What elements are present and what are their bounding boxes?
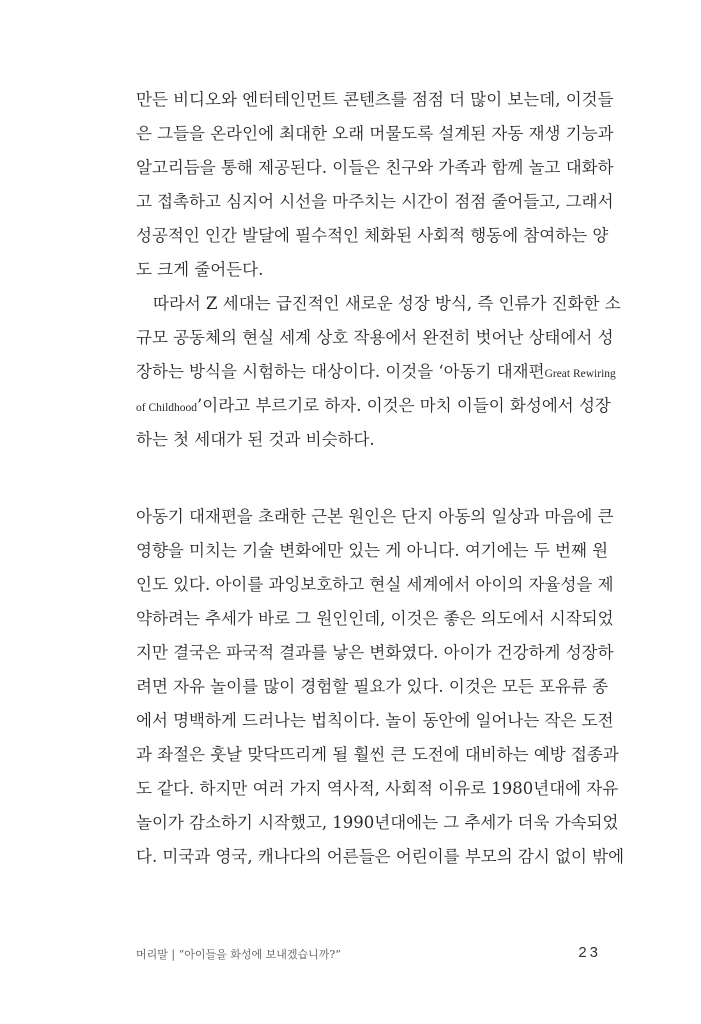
text-line: 약하려는 추세가 바로 그 원인인데, 이것은 좋은 의도에서 시작되었 [136, 609, 614, 628]
paragraph-1 [136, 86, 614, 290]
text-line: 고 접촉하고 심지어 시선을 마주치는 시간이 점점 줄어들고, 그래서 [136, 192, 614, 211]
section-gap [136, 460, 598, 503]
paragraph-2 [136, 290, 621, 460]
page-number: 23 [578, 944, 601, 961]
text-line: 따라서 Z 세대는 급진적인 새로운 성장 방식, 즉 인류가 진화한 소 [153, 294, 621, 313]
text-line: 영향을 미치는 기술 변화에만 있는 게 아니다. 여기에는 두 번째 원 [136, 541, 609, 560]
text-line: 규모 공동체의 현실 세계 상호 작용에서 완전히 벗어난 상태에서 성 [136, 328, 614, 347]
text-line: 놀이가 감소하기 시작했고, 1990년대에는 그 추세가 더욱 가속되었 [136, 813, 619, 832]
text-line: 도 크게 줄어든다. [136, 260, 264, 279]
body-text [136, 86, 625, 877]
text-line: 성공적인 인간 발달에 필수적인 체화된 사회적 행동에 참여하는 양 [136, 226, 609, 245]
text-line: 려면 자유 놀이를 많이 경험할 필요가 있다. 이것은 모든 포유류 종 [136, 677, 609, 696]
text-line: 만든 비디오와 엔터테인먼트 콘텐츠를 점점 더 많이 보는데, 이것들 [136, 90, 614, 109]
text-line: 다. 미국과 영국, 캐나다의 어른들은 어린이를 부모의 감시 없이 밖에 [136, 847, 625, 866]
english-term: Great Rewiring [544, 368, 616, 380]
text-line [136, 358, 616, 392]
running-head: 머리말 | “아이들을 화성에 보내겠습니까?” [136, 948, 341, 961]
text-line: 인도 있다. 아이를 과잉보호하고 현실 세계에서 아이의 자율성을 제 [136, 575, 614, 594]
text-line: 은 그들을 온라인에 최대한 오래 머물도록 설계된 자동 재생 기능과 [136, 124, 614, 143]
text-line: 과 좌절은 훗날 맞닥뜨리게 될 훨씬 큰 도전에 대비하는 예방 접종과 [136, 745, 619, 764]
text-line: 알고리듬을 통해 제공된다. 이들은 친구와 가족과 함께 놀고 대화하 [136, 158, 614, 177]
text-line: 아동기 대재편을 초래한 근본 원인은 단지 아동의 일상과 마음에 큰 [136, 507, 614, 526]
paragraph-3 [136, 503, 625, 877]
text-line: 지만 결국은 파국적 결과를 낳은 변화였다. 아이가 건강하게 성장하 [136, 643, 614, 662]
text-segment: 장하는 방식을 시험하는 대상이다. 이것을 ‘아동기 대재편 [136, 362, 545, 381]
text-line: 도 같다. 하지만 여러 가지 역사적, 사회적 이유로 1980년대에 자유 [136, 779, 619, 798]
text-line: 에서 명백하게 드러나는 법칙이다. 놀이 동안에 일어나는 작은 도전 [136, 711, 614, 730]
text-line [136, 392, 611, 426]
english-term: of Childhood [136, 402, 198, 414]
text-segment: ’이라고 부르기로 하자. 이것은 마치 이들이 화성에서 성장 [197, 396, 611, 415]
text-line: 하는 첫 세대가 된 것과 비슷하다. [136, 430, 375, 449]
